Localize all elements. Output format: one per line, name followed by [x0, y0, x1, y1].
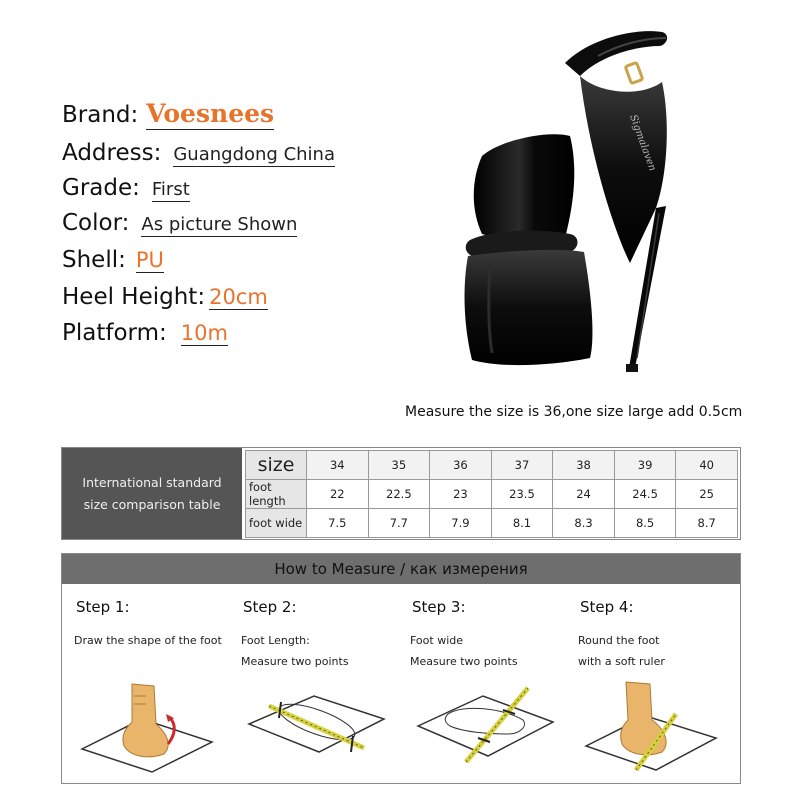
heel-tip [626, 364, 638, 372]
table-cell: 22 [307, 480, 369, 509]
spec-brand [62, 100, 274, 130]
address-value: Guangdong China [173, 144, 335, 165]
buckle-icon [625, 62, 642, 83]
step-2 [235, 590, 395, 780]
paper-sheet-icon [418, 696, 553, 756]
platform-label: Platform: [62, 320, 167, 346]
grade-label: Grade: [62, 175, 140, 201]
heel-height-label: Heel Height: [62, 284, 206, 310]
table-cell: 22.5 [368, 480, 430, 509]
step-4-line2: with a soft ruler [578, 655, 665, 668]
table-row [246, 451, 738, 480]
how-to-measure-panel [61, 553, 741, 784]
table-caption-line1: International standard [82, 474, 222, 490]
table-cell: 7.5 [307, 509, 369, 538]
step-4-line1: Round the foot [578, 634, 660, 647]
table-cell: 23.5 [491, 480, 553, 509]
trace-foot-illustration [72, 674, 222, 774]
step-2-line2: Measure two points [241, 655, 349, 668]
platform-value: 10m [180, 321, 228, 345]
soft-ruler-illustration [576, 674, 726, 774]
table-cell: 24.5 [614, 480, 676, 509]
table-caption [62, 448, 242, 539]
table-cell: 8.1 [491, 509, 553, 538]
spec-color [62, 210, 297, 237]
table-cell: 7.7 [368, 509, 430, 538]
color-value: As picture Shown [141, 214, 298, 235]
table-cell: 7.9 [430, 509, 492, 538]
step-2-desc [241, 630, 349, 672]
table-cell: 8.7 [676, 509, 738, 538]
row-header-size: size [246, 451, 307, 480]
row-header-foot-wide: foot wide [246, 509, 307, 538]
table-cell: 24 [553, 480, 615, 509]
table-cell: 25 [676, 480, 738, 509]
table-cell: 37 [491, 451, 553, 480]
step-2-title: Step 2: [243, 598, 297, 616]
table-cell: 38 [553, 451, 615, 480]
step-1-line1: Draw the shape of the foot [74, 634, 222, 647]
step-1-desc [74, 630, 222, 651]
step-1 [68, 590, 228, 780]
spec-grade [62, 175, 190, 202]
table-cell: 36 [430, 451, 492, 480]
heel-height-value: 20cm [209, 285, 268, 309]
size-grid [245, 450, 738, 538]
measure-note: Measure the size is 36,one size large add 0.5cm [405, 404, 743, 420]
step-3-line1: Foot wide [410, 634, 464, 647]
grade-value: First [151, 179, 190, 200]
spec-shell [62, 247, 164, 273]
table-cell: 39 [614, 451, 676, 480]
step-1-title: Step 1: [76, 598, 130, 616]
step-4 [572, 590, 732, 780]
table-cell: 8.3 [553, 509, 615, 538]
step-4-title: Step 4: [580, 598, 634, 616]
table-cell: 40 [676, 451, 738, 480]
spec-address [62, 140, 335, 167]
shell-label: Shell: [62, 247, 126, 273]
table-cell: 34 [307, 451, 369, 480]
color-label: Color: [62, 210, 130, 236]
strap-logo: Sigmalaven [627, 113, 658, 173]
table-cell: 35 [368, 451, 430, 480]
platform-sole [465, 250, 593, 365]
size-comparison-table [61, 447, 741, 540]
brand-label: Brand: [62, 102, 139, 128]
step-2-line1: Foot Length: [241, 634, 310, 647]
step-3-line2: Measure two points [410, 655, 518, 668]
table-caption-line2: size comparison table [83, 496, 221, 512]
platform-sandal-image [430, 8, 730, 393]
table-row [246, 480, 738, 509]
address-label: Address: [62, 140, 162, 166]
brand-value: Voesnees [146, 99, 275, 128]
step-3 [404, 590, 564, 780]
foot-icon [123, 684, 168, 757]
toe-strap [474, 134, 575, 239]
foot-width-illustration [408, 674, 558, 774]
step-3-desc [410, 630, 518, 672]
shell-value: PU [135, 248, 164, 272]
table-row [246, 509, 738, 538]
foot-icon [621, 682, 666, 755]
row-header-foot-length: foot length [246, 480, 307, 509]
how-to-measure-header: How to Measure / как измерения [62, 554, 740, 584]
table-cell: 8.5 [614, 509, 676, 538]
foot-length-illustration [239, 674, 389, 774]
step-4-desc [578, 630, 665, 672]
paper-sheet-icon [249, 696, 384, 752]
step-3-title: Step 3: [412, 598, 466, 616]
spec-platform [62, 320, 228, 346]
table-cell: 23 [430, 480, 492, 509]
spec-heel-height [62, 284, 268, 310]
